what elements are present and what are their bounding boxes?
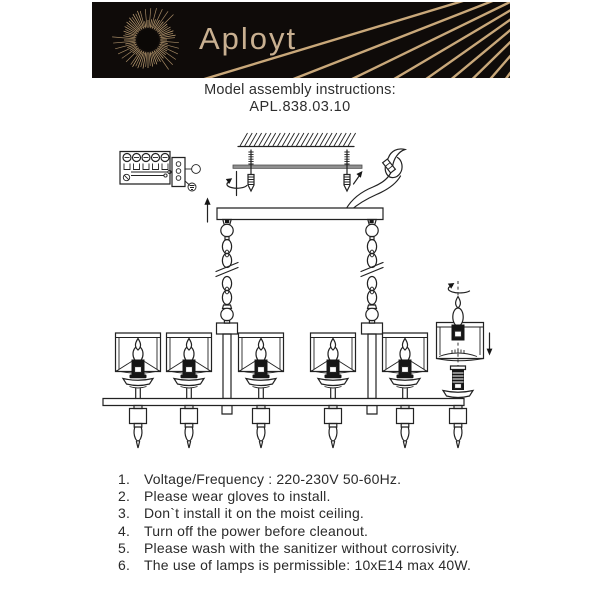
supply-wires xyxy=(346,149,405,211)
rotate-symbol xyxy=(226,172,247,196)
brand-banner xyxy=(92,2,510,78)
item-number: 6. xyxy=(118,557,131,574)
item-text: Voltage/Frequency : 220-230V 50-60Hz. xyxy=(144,471,402,487)
banner-decor xyxy=(92,2,510,78)
assembly-diagram xyxy=(0,125,600,470)
item-number: 4. xyxy=(118,522,131,539)
list-item xyxy=(118,523,558,540)
item-text: Please wash with the sanitizer without corrosivity. xyxy=(144,539,460,556)
item-text: Turn off the power before cleanout. xyxy=(144,522,369,539)
list-item xyxy=(118,505,558,522)
item-number: 1. xyxy=(118,471,131,487)
list-item xyxy=(118,471,558,488)
list-item xyxy=(118,557,558,574)
list-item xyxy=(118,540,558,557)
instructions-title: Model assembly instructions: xyxy=(204,82,396,98)
list-item xyxy=(118,488,558,505)
sunburst-center xyxy=(138,30,159,51)
terminal-block-diagram xyxy=(120,152,200,192)
instruction-list xyxy=(118,471,558,574)
finial-3 xyxy=(253,406,270,449)
finial-4 xyxy=(325,406,342,449)
item-text: The use of lamps is permissible: 10xE14 max 40W. xyxy=(144,557,472,574)
chain-right xyxy=(361,220,383,321)
item-number: 2. xyxy=(118,488,131,505)
frame-bar xyxy=(103,399,464,406)
finial-6 xyxy=(450,406,467,449)
item-text: Don`t install it on the moist ceiling. xyxy=(144,505,365,522)
lift-arrow xyxy=(204,198,210,223)
lamp-2 xyxy=(167,333,212,399)
canopy xyxy=(217,208,383,223)
lamp-6-exploded xyxy=(437,281,493,398)
brand-wordmark: Aployt xyxy=(199,21,298,56)
item-number: 5. xyxy=(118,539,131,556)
lamp-5 xyxy=(383,333,428,399)
item-text: Please wear gloves to install. xyxy=(144,488,331,505)
ceiling-hatch xyxy=(238,133,356,147)
model-number: APL.838.03.10 xyxy=(249,99,351,115)
finial-2 xyxy=(181,406,198,449)
chain-left xyxy=(216,220,238,321)
mounting-screw-left xyxy=(248,150,254,191)
lamp-1 xyxy=(116,333,161,399)
lamp-3 xyxy=(239,333,284,399)
mounting-screw-right xyxy=(344,150,350,191)
title-block xyxy=(0,82,600,116)
lamp-4 xyxy=(311,333,356,399)
mounting-strap xyxy=(233,165,362,168)
finial-1 xyxy=(130,406,147,449)
item-number: 3. xyxy=(118,505,131,522)
finial-5 xyxy=(397,406,414,449)
